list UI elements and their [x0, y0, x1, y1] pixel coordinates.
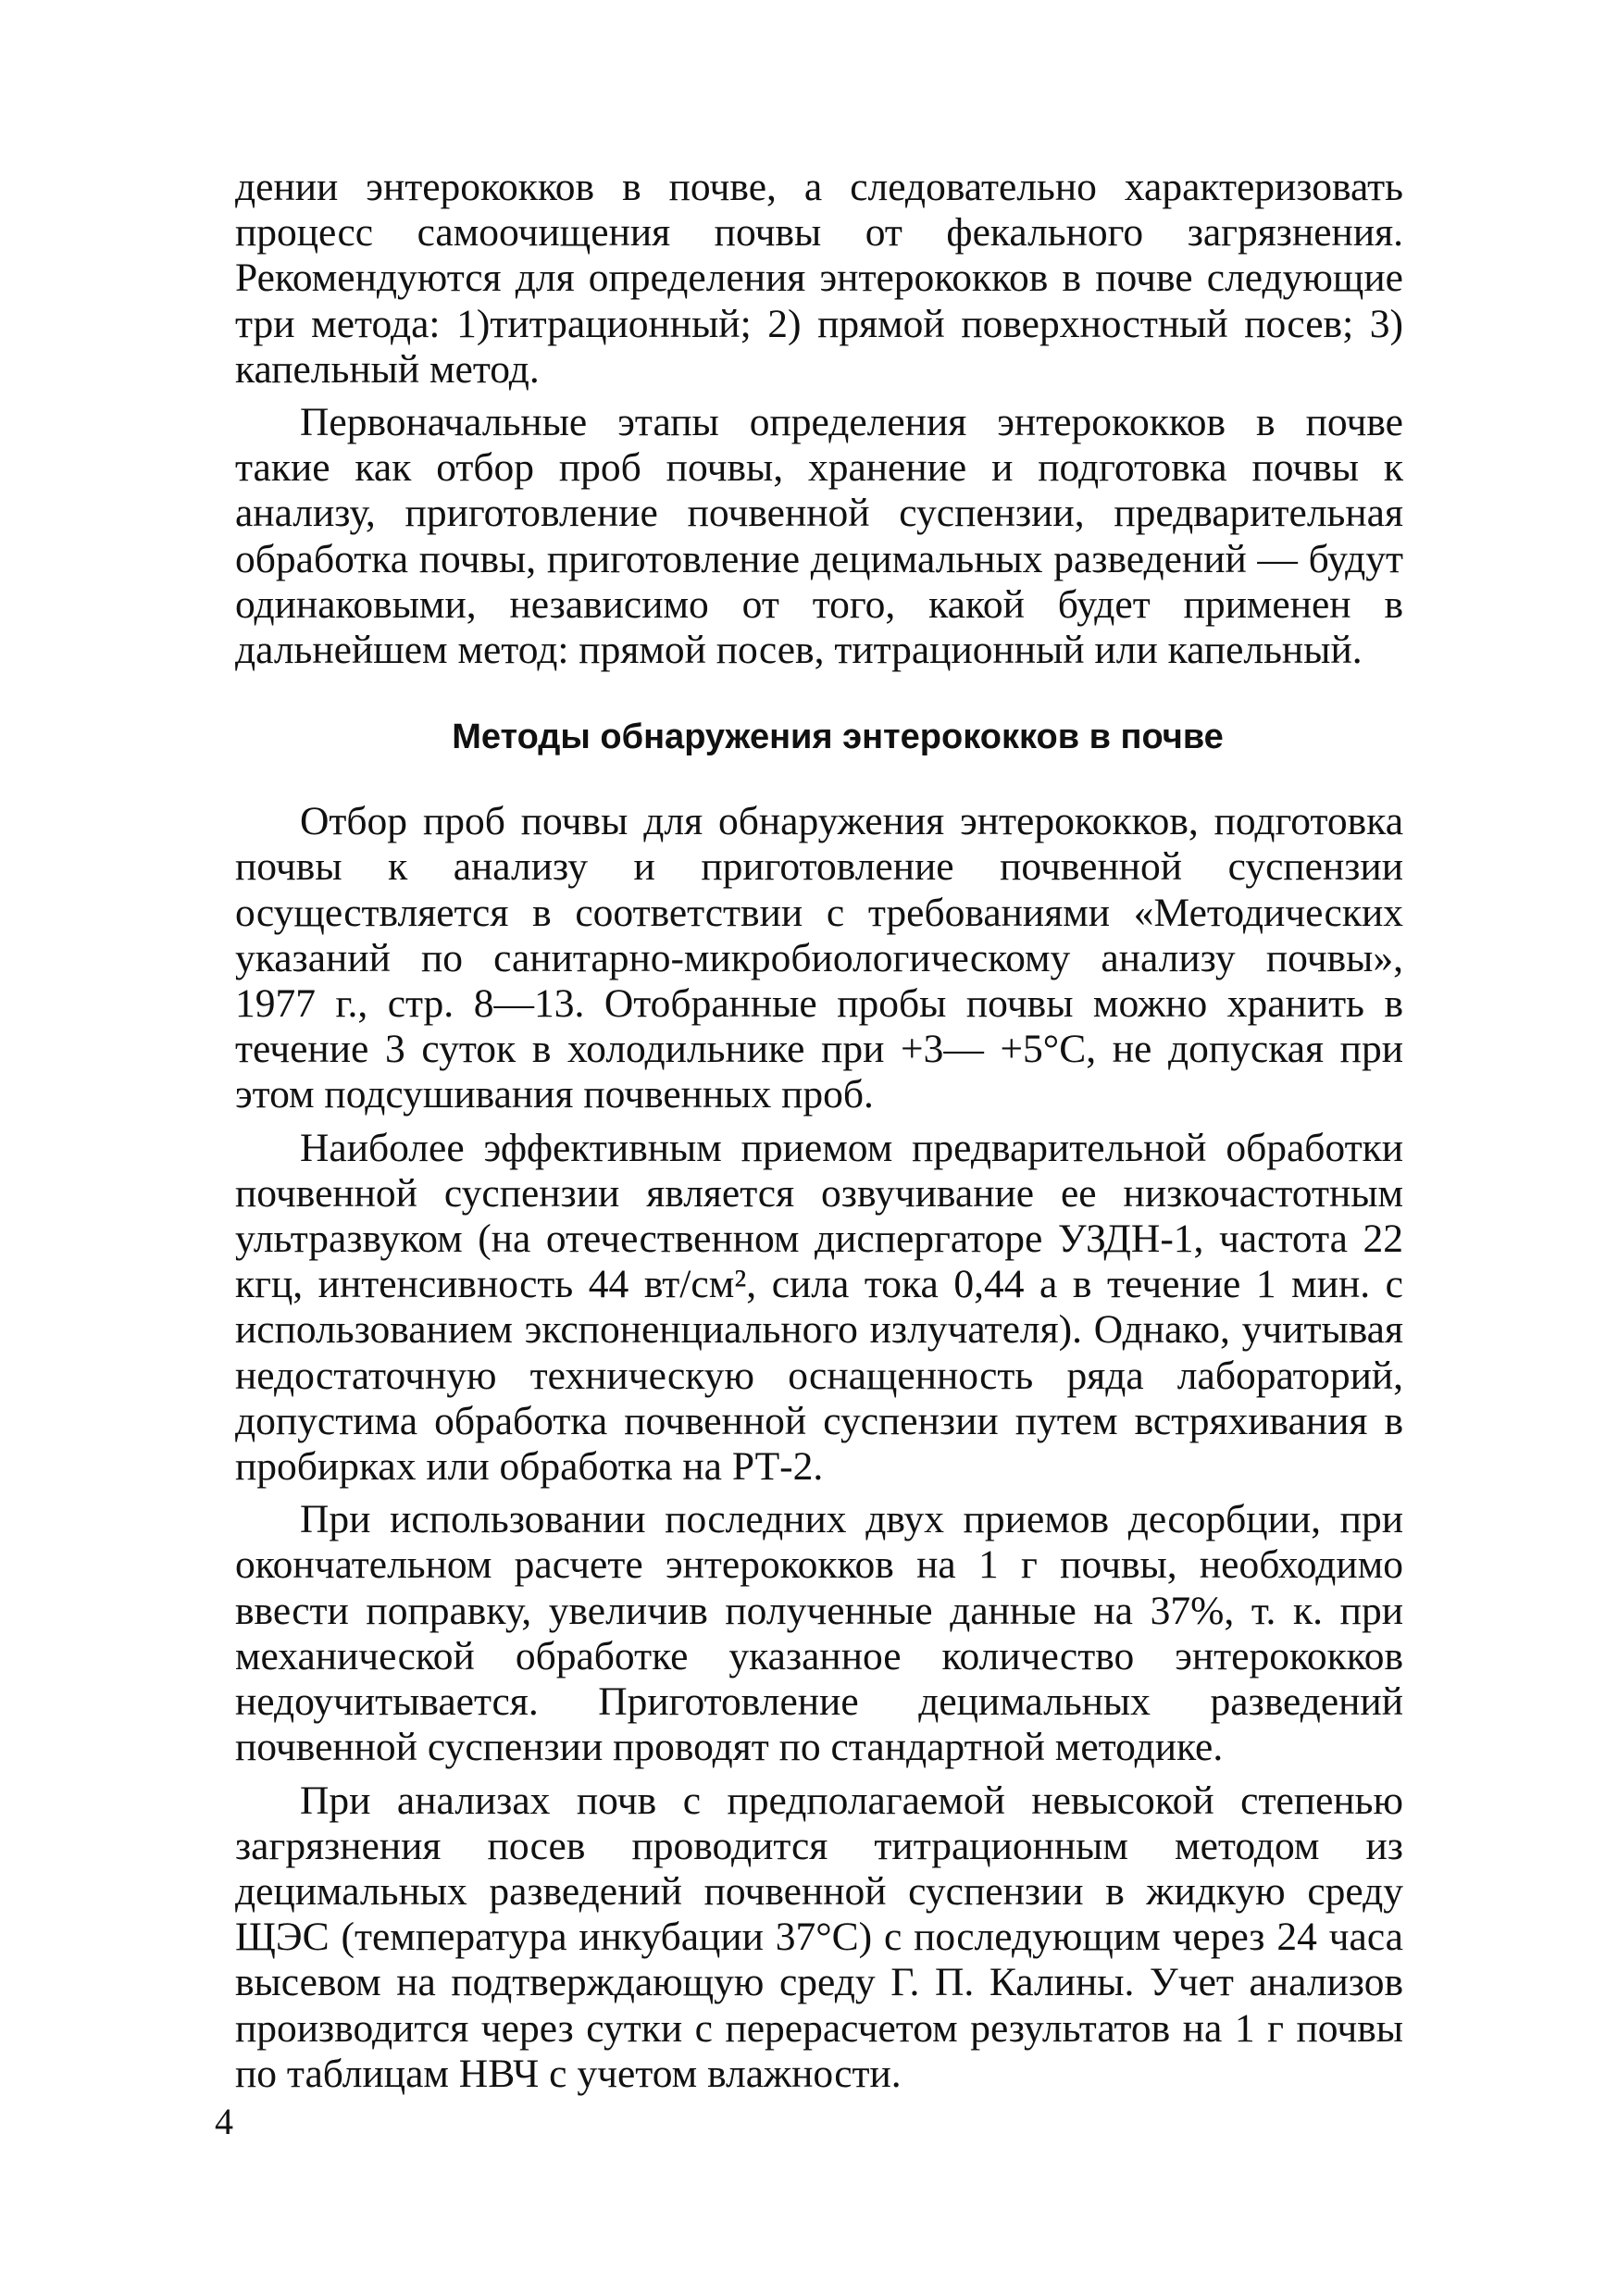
- paragraph-correction: При использовании последних двух приемов десорбции, при окончательном расчете энтерококков на 1 г почвы, необходимо ввести поправку, увеличив полученные данные на 37%, т. к. при механической обработке указанное количество энтерококков недоучитывается. Приготовление децимальных разведений почвенной суспензии проводят по стандартной методике.: [235, 1497, 1403, 1770]
- page-number: 4: [215, 2101, 233, 2142]
- body-text: [235, 165, 1403, 2097]
- paragraph-gap: [235, 1490, 1403, 1497]
- section-heading: Методы обнаружения энтерококков в почве: [452, 718, 1224, 757]
- paragraph-ultrasound: Наиболее эффективным приемом предварительной обработки почвенной суспензии является озвучивание ее низкочастотным ультразвуком (на отечественном диспергаторе УЗДН-1, частота 22 кгц, интенсивность 44 вт/см², сила тока 0,44 а в течение 1 мин. с использованием экспоненциального излучателя). Однако, учитывая недостаточную техническую оснащенность ряда лабораторий, допустима обработка почвенной суспензии путем встряхивания в пробирках или обработка на РТ-2.: [235, 1125, 1403, 1490]
- paragraph-continuation: дении энтерококков в почве, а следовательно характеризовать процесс самоочищения почвы от фекального загрязнения. Рекомендуются для определения энтерококков в почве следующие три метода: 1)титрационный; 2) прямой поверхностный посев; 3) капельный метод.: [235, 165, 1403, 392]
- paragraph-gap: [235, 393, 1403, 400]
- paragraph-gap: [235, 1771, 1403, 1778]
- paragraph-titration: При анализах почв с предполагаемой невысокой степенью загрязнения посев проводится титрационным методом из децимальных разведений почвенной суспензии в жидкую среду ЩЭС (температура инкубации 37°С) с последующим через 24 часа высевом на подтверждающую среду Г. П. Калины. Учет анализов производится через сутки с перерасчетом результатов на 1 г почвы по таблицам НВЧ с учетом влажности.: [235, 1778, 1403, 2096]
- paragraph-gap: [235, 1118, 1403, 1126]
- paragraph-initial-stages: Первоначальные этапы определения энтерококков в почве такие как отбор проб почвы, хранение и подготовка почвы к анализу, приготовление почвенной суспензии, предварительная обработка почвы, приготовление децимальных разведений — будут одинаковыми, независимо от того, какой будет применен в дальнейшем метод: прямой посев, титрационный или капельный.: [235, 400, 1403, 673]
- paragraph-sampling: Отбор проб почвы для обнаружения энтерококков, подготовка почвы к анализу и приготовление почвенной суспензии осуществляется в соответствии с требованиями «Методических указаний по санитарно-микробиологическому анализу почвы», 1977 г., стр. 8—13. Отобранные пробы почвы можно хранить в течение 3 суток в холодильнике при +3— +5°С, не допуская при этом подсушивания почвенных проб.: [235, 799, 1403, 1117]
